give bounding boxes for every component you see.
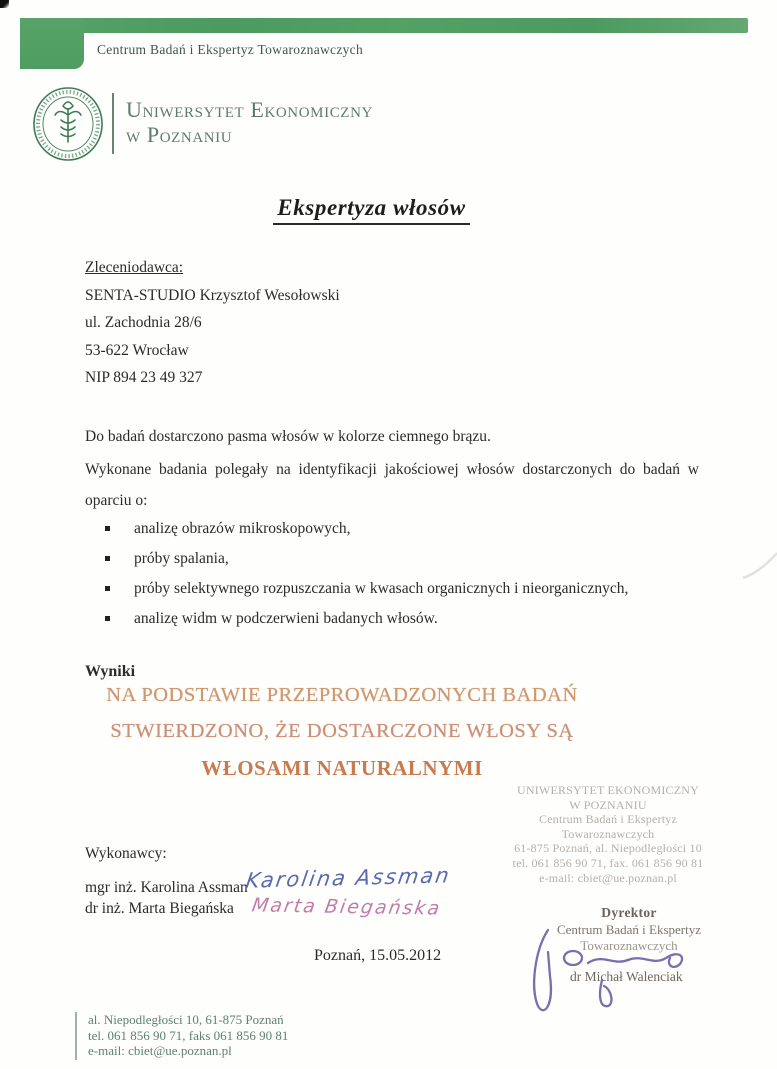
results-label: Wyniki [85,663,136,680]
square-bullet-icon [105,526,110,531]
address-stamp [502,783,714,885]
footer-divider [75,1012,77,1060]
bullet-text: próby spalania, [134,550,229,567]
results-line2: STWIERDZONO, ŻE DOSTARCZONE WŁOSY SĄ [110,720,574,742]
client-label: Zleceniodawca: [85,259,184,276]
client-block [85,254,340,392]
footer-email: e-mail: cbiet@ue.poznan.pl [88,1043,232,1058]
bullet-text: próby selektywnego rozpuszczania w kwasach organicznych i nieorganicznych, [134,580,629,597]
signature-karolina-assman: Karolina Assman [244,863,453,893]
director-line2: Centrum Badań i Ekspertyz [556,922,702,937]
client-street: ul. Zachodnia 28/6 [85,314,202,331]
university-name-line1: Uniwersytet Ekonomiczny [126,97,373,122]
footer-phone: tel. 061 856 90 71, faks 061 856 90 81 [88,1027,289,1043]
bullet-item [105,514,705,544]
university-seal-icon [30,85,108,165]
stamp-line: e-mail: cbiet@ue.poznan.pl [539,870,677,885]
square-bullet-icon [105,556,110,561]
method-bullet-list [105,514,705,634]
client-city: 53-622 Wrocław [85,341,189,359]
scan-corner-artifact [0,0,9,8]
executor-1: mgr inż. Karolina Assman [85,879,248,896]
footer-contact-block [88,1012,288,1059]
director-signature-icon [523,912,703,1022]
header-department-label: Centrum Badań i Ekspertyz Towaroznawczych [97,42,364,57]
bullet-item [105,544,705,574]
client-nip: NIP 894 23 49 327 [85,369,203,386]
stamp-line: tel. 061 856 90 71, fax. 061 856 90 81 [512,855,704,870]
document-title: Ekspertyza włosów [273,195,469,225]
university-name [126,97,373,147]
stamp-line: 61-875 Poznań, al. Niepodległości 10 [514,841,702,856]
director-line3: Towaroznawczych [580,938,678,953]
executors-block [85,845,248,919]
results-line3: WŁOSAMI NATURALNYMI [201,756,483,780]
brand-divider [112,93,114,154]
stamp-line: W POZNANIU [569,797,647,812]
bullet-text: analizę widm w podczerwieni badanych włosów. [134,610,438,627]
scan-shadow-artifact [697,545,777,590]
header-green-block [20,18,84,69]
bullet-item [105,604,705,634]
executor-2: dr inż. Marta Biegańska [85,900,234,917]
stamp-line: UNIWERSYTET EKONOMICZNY [516,783,700,797]
header-green-bar [20,18,748,33]
director-title: Dyrektor [601,905,657,920]
body-paragraph-2: Wykonane badania polegały na identyfikacji jakościowej włosów dostarczonych do badań w oparciu o: [85,461,699,509]
director-name: dr Michał Walenciak [570,969,683,984]
university-name-line2: w Poznaniu [126,122,233,147]
title-row [0,195,743,225]
footer-address: al. Niepodległości 10, 61-875 Poznań [88,1012,284,1027]
signature-marta-bieganska: Marta Biegańska [250,894,444,920]
bullet-text: analizę obrazów mikroskopowych, [134,520,351,537]
bullet-item [105,574,705,604]
stamp-line: Towaroznawczych [561,826,655,841]
square-bullet-icon [105,616,110,621]
body-paragraph-1: Do badań dostarczono pasma włosów w kolorze ciemnego brązu. [85,428,491,445]
results-line1: NA PODSTAWIE PRZEPROWADZONYCH BADAŃ [106,684,578,706]
executors-label: Wykonawcy: [85,845,167,862]
stamp-line: Centrum Badań i Ekspertyz [539,812,677,827]
place-and-date: Poznań, 15.05.2012 [314,947,442,964]
client-name: SENTA-STUDIO Krzysztof Wesołowski [85,286,340,304]
square-bullet-icon [105,586,110,591]
results-statement [62,684,622,794]
